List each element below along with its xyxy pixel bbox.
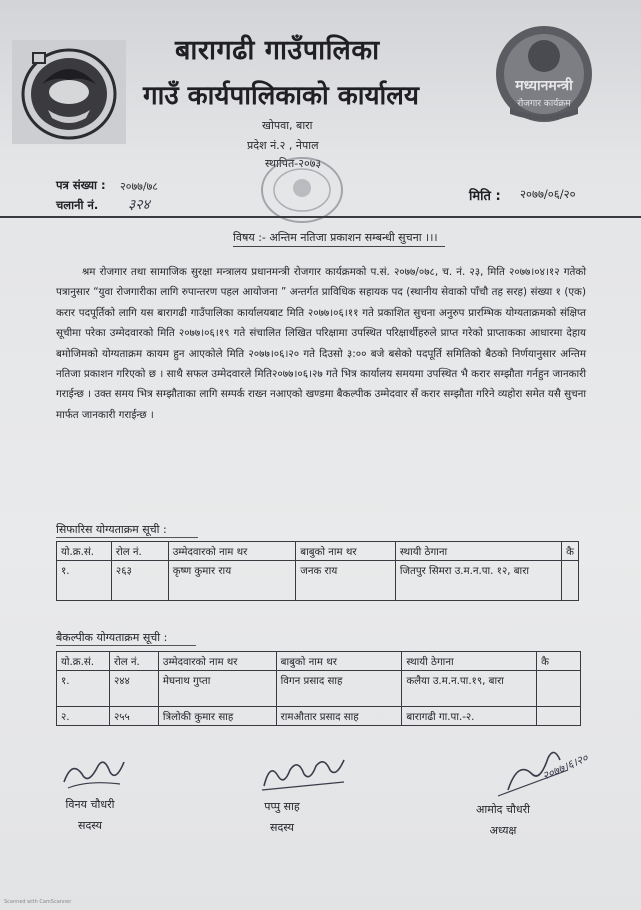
cell-father-name: रामऔतार प्रसाद साह [276, 707, 402, 726]
miti-label: मिति : [469, 189, 501, 204]
cell-candidate-name: मेघनाथ गुप्ता [158, 671, 276, 707]
signatory-1-name: विनय चौधरी [65, 798, 115, 811]
header-divider [0, 216, 641, 218]
scanner-watermark: Scanned with CamScanner [4, 899, 72, 905]
cell-remarks [537, 707, 581, 726]
alternate-list-label [56, 630, 167, 645]
col-candidate-name: उम्मेदवारको नाम थर [158, 652, 276, 671]
cell-roll: २६३ [111, 561, 168, 601]
chalani-label: चलानी नं. [56, 198, 99, 212]
cell-serial: २. [57, 707, 110, 726]
patra-sankhya-label: पत्र संख्या : [56, 178, 106, 192]
table-row [57, 671, 581, 707]
cell-address: बारागढी गा.पा.-२. [402, 707, 537, 726]
col-father-name: बाबुको नाम थर [296, 542, 396, 561]
signature-scribble-1 [58, 752, 128, 796]
cell-serial: १. [57, 671, 110, 707]
subject-text: विषय :- अन्तिम नतिजा प्रकाशन सम्बन्धी सुचना ।।। [233, 231, 438, 244]
cell-address: जितपुर सिमरा उ.म.न.पा. १२, बारा [395, 561, 561, 601]
nepal-emblem-logo [12, 40, 126, 144]
signatory-3-name: आमोद चौधरी [476, 803, 530, 816]
col-address: स्थायी ठेगाना [395, 542, 561, 561]
cell-candidate-name: त्रिलोकी कुमार साह [158, 707, 276, 726]
alternate-label-underline [56, 645, 196, 646]
col-roll: रोल नं. [111, 542, 168, 561]
cell-roll: २४४ [109, 671, 158, 707]
subject-underline [233, 246, 445, 247]
chalani-value: ३२४ [128, 197, 150, 213]
cell-remarks [562, 561, 579, 601]
cell-address: कलैया उ.म.न.पा.१९, बारा [402, 671, 537, 707]
pm-employment-program-logo [486, 22, 602, 126]
cell-serial: १. [57, 561, 112, 601]
cell-father-name: विगन प्रसाद साह [276, 671, 402, 707]
signatory-2-role: सदस्य [270, 821, 294, 834]
alternate-table [56, 651, 581, 726]
municipality-title: बारागढी गाउँपालिका [175, 35, 380, 66]
recommended-table [56, 541, 579, 601]
address-line-3: स्थापित-२०७३ [265, 157, 322, 170]
table-row [57, 561, 579, 601]
signature-date-note: २०७७।६।२० [540, 751, 590, 783]
col-roll: रोल नं. [109, 652, 158, 671]
cell-candidate-name: कृष्ण कुमार राय [168, 561, 296, 601]
office-stamp [254, 150, 350, 224]
logo-text-sub: रोजगार कार्यक्रम [517, 99, 571, 109]
miti-value: २०७७/०६/२० [520, 187, 576, 201]
col-remarks: कै [537, 652, 581, 671]
signatory-2-name: पप्पु साह [264, 800, 300, 813]
logo-text-main: मध्यानमन्त्री [515, 78, 573, 94]
cell-roll: २५५ [109, 707, 158, 726]
recommended-label-underline [56, 537, 198, 538]
col-candidate-name: उम्मेदवारको नाम थर [168, 542, 296, 561]
cell-father-name: जनक राय [296, 561, 396, 601]
signatory-3-role: अध्यक्ष [489, 824, 517, 837]
office-title: गाउँ कार्यपालिकाको कार्यालय [143, 81, 419, 111]
patra-sankhya-value: २०७७/७८ [120, 180, 159, 193]
address-line-2: प्रदेश नं.२ , नेपाल [247, 139, 319, 152]
recommended-list-label [56, 522, 167, 537]
col-address: स्थायी ठेगाना [402, 652, 537, 671]
col-serial: यो.क्र.सं. [57, 542, 112, 561]
notice-body: श्रम रोजगार तथा सामाजिक सुरक्षा मन्त्रालय प्रधानमन्त्री रोजगार कार्यक्रमको प.सं. २०७७/०७८, च. नं. २३, मिति २०७७।०४।१२ गतेको पत्रानुसार “युवा रोजगारीका लागि रुपान्तरण पहल आयोजना ” अन्तर्गत प्राविधिक सहायक पद (स्थानीय सेवाको पाँचौ तह सरह) संख्या १ (एक) करार पदपूर्तिको लागि यस बारागढी गाउँपालिका कार्यालयबाट मिति २०७७।०६।११ गते प्रकाशित सुचना अनुरुप प्रारम्भिक योग्यताक्रमको संक्षिप्त सूचीमा परेका उम्मेदवारको मिति २०७७।०६।१९ गते संचालित लिखित परिक्षामा उपस्थित परिक्षार्थीहरुले प्राप्त गरेको प्राप्ताकका आधारमा देहाय बमोजिमको योग्यताक्रम कायम हुन आएकोले मिति २०७७।०६।२० गते दिउसो ३:०० बजे बसेको पदपूर्ति समितिको बैठको निर्णयानुसार अन्तिम नतिजा प्रकाशन गरिएको छ । साथै सफल उम्मेदवारले मिति२०७७।०६।२७ गते भित्र कार्यालय समयमा उपस्थित भै करार सम्झौता गर्नहुन जानकारी गराईन्छ । उक्त समय भित्र सम्झौताका लागि सम्पर्क राख्न नआएको खण्डमा बैकल्पीक उम्मेदवार सँ करार सम्झौता गरिने व्यहोरा समेत यसै सुचना मार्फत जानकारी गराईन्छ । [56, 266, 586, 421]
table-header-row [57, 542, 579, 561]
subject-line [233, 230, 438, 245]
recommended-label-text: सिफारिस योग्यताक्रम सूची : [56, 523, 167, 536]
col-serial: यो.क्र.सं. [57, 652, 110, 671]
cell-remarks [537, 671, 581, 707]
address-line-1: खोपवा, बारा [262, 119, 313, 132]
table-row [57, 707, 581, 726]
signature-scribble-2 [258, 752, 348, 796]
col-remarks: कै [562, 542, 579, 561]
alternate-label-text: बैकल्पीक योग्यताक्रम सूची : [56, 631, 168, 644]
table-header-row [57, 652, 581, 671]
signatory-1-role: सदस्य [78, 819, 102, 832]
col-father-name: बाबुको नाम थर [276, 652, 402, 671]
